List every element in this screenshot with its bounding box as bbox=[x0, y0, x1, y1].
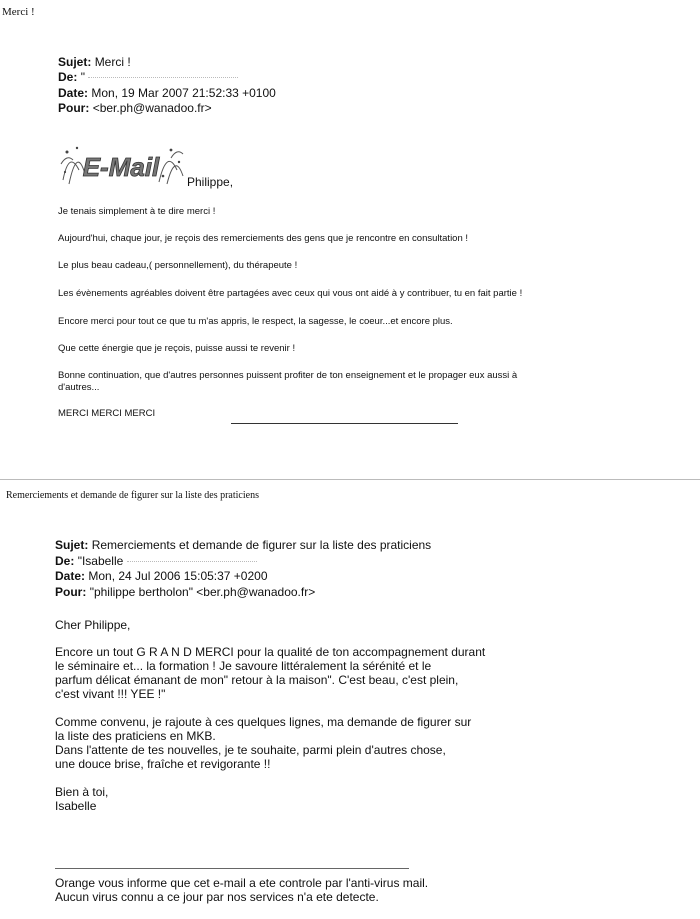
body-line: le séminaire et... la formation ! Je savoure littéralement la sérénité et le bbox=[55, 659, 432, 673]
greeting: Cher Philippe, bbox=[55, 618, 131, 632]
paragraph: Bonne continuation, que d'autres personnes puissent profiter de ton enseignement et le propager eux aussi à bbox=[58, 370, 518, 381]
paragraph: Le plus beau cadeau,( personnellement), du thérapeute ! bbox=[58, 260, 298, 271]
date-line bbox=[58, 86, 276, 100]
date-value: Mon, 24 Jul 2006 15:05:37 +0200 bbox=[88, 569, 268, 583]
from-label: De: bbox=[58, 70, 78, 84]
separator bbox=[0, 479, 700, 480]
from-value: "Isabelle bbox=[77, 554, 124, 568]
body-line: parfum délicat émanant de mon" retour à la maison". C'est beau, c'est plein, bbox=[55, 673, 459, 687]
to-value: <ber.ph@wanadoo.fr> bbox=[92, 101, 212, 115]
signature-line bbox=[231, 423, 458, 424]
to-line bbox=[58, 101, 212, 115]
redacted-sender bbox=[88, 77, 238, 78]
signature: Isabelle bbox=[55, 799, 97, 813]
body-line: Comme convenu, je rajoute à ces quelques lignes, ma demande de figurer sur bbox=[55, 715, 472, 729]
letter1-title: Merci ! bbox=[2, 6, 35, 18]
closing: Bien à toi, bbox=[55, 785, 109, 799]
from-line bbox=[55, 554, 257, 568]
paragraph: Je tenais simplement à te dire merci ! bbox=[58, 206, 216, 217]
greeting: Philippe, bbox=[187, 175, 234, 189]
to-value: "philippe bertholon" <ber.ph@wanadoo.fr> bbox=[89, 585, 316, 599]
body-line: Dans l'attente de tes nouvelles, je te souhaite, parmi plein d'autres chose, bbox=[55, 743, 446, 757]
subject-line bbox=[55, 538, 431, 552]
date-label: Date: bbox=[58, 86, 89, 100]
email-logo-text: E-Mail bbox=[82, 152, 160, 182]
from-label: De: bbox=[55, 554, 75, 568]
paragraph: Les évènements agréables doivent être partagées avec ceux qui vous ont aidé à y contribuer, tu en fait partie ! bbox=[58, 288, 523, 299]
date-value: Mon, 19 Mar 2007 21:52:33 +0100 bbox=[91, 86, 276, 100]
email-logo-image bbox=[59, 140, 185, 188]
paragraph: Que cette énergie que je reçois, puisse aussi te revenir ! bbox=[58, 343, 296, 354]
footer-divider bbox=[55, 868, 409, 869]
subject-value: Merci ! bbox=[94, 55, 131, 69]
subject-label: Sujet: bbox=[55, 538, 89, 552]
footer-line: Aucun virus connu a ce jour par nos services n'a ete detecte. bbox=[55, 890, 379, 904]
body-line: c'est vivant !!! YEE !" bbox=[55, 687, 166, 701]
from-value: " bbox=[80, 70, 85, 84]
paragraph: Encore merci pour tout ce que tu m'as appris, le respect, la sagesse, le coeur...et encore plus. bbox=[58, 316, 453, 327]
to-label: Pour: bbox=[55, 585, 87, 599]
from-line bbox=[58, 70, 238, 84]
body-line: Encore un tout G R A N D MERCI pour la qualité de ton accompagnement durant bbox=[55, 645, 486, 659]
date-line bbox=[55, 569, 268, 583]
redacted-sender bbox=[127, 561, 257, 562]
date-label: Date: bbox=[55, 569, 86, 583]
letter2-title: Remerciements et demande de figurer sur la liste des praticiens bbox=[6, 490, 259, 501]
to-label: Pour: bbox=[58, 101, 90, 115]
subject-value: Remerciements et demande de figurer sur la liste des praticiens bbox=[91, 538, 432, 552]
footer-line: Orange vous informe que cet e-mail a ete controle par l'anti-virus mail. bbox=[55, 876, 429, 890]
body-line: une douce brise, fraîche et revigorante !! bbox=[55, 757, 271, 771]
subject-line bbox=[58, 55, 131, 69]
subject-label: Sujet: bbox=[58, 55, 92, 69]
paragraph: MERCI MERCI MERCI bbox=[58, 408, 156, 419]
paragraph: d'autres... bbox=[58, 382, 100, 393]
paragraph: Aujourd'hui, chaque jour, je reçois des remerciements des gens que je rencontre en consultation ! bbox=[58, 233, 469, 244]
to-line bbox=[55, 585, 315, 599]
body-line: la liste des praticiens en MKB. bbox=[55, 729, 216, 743]
